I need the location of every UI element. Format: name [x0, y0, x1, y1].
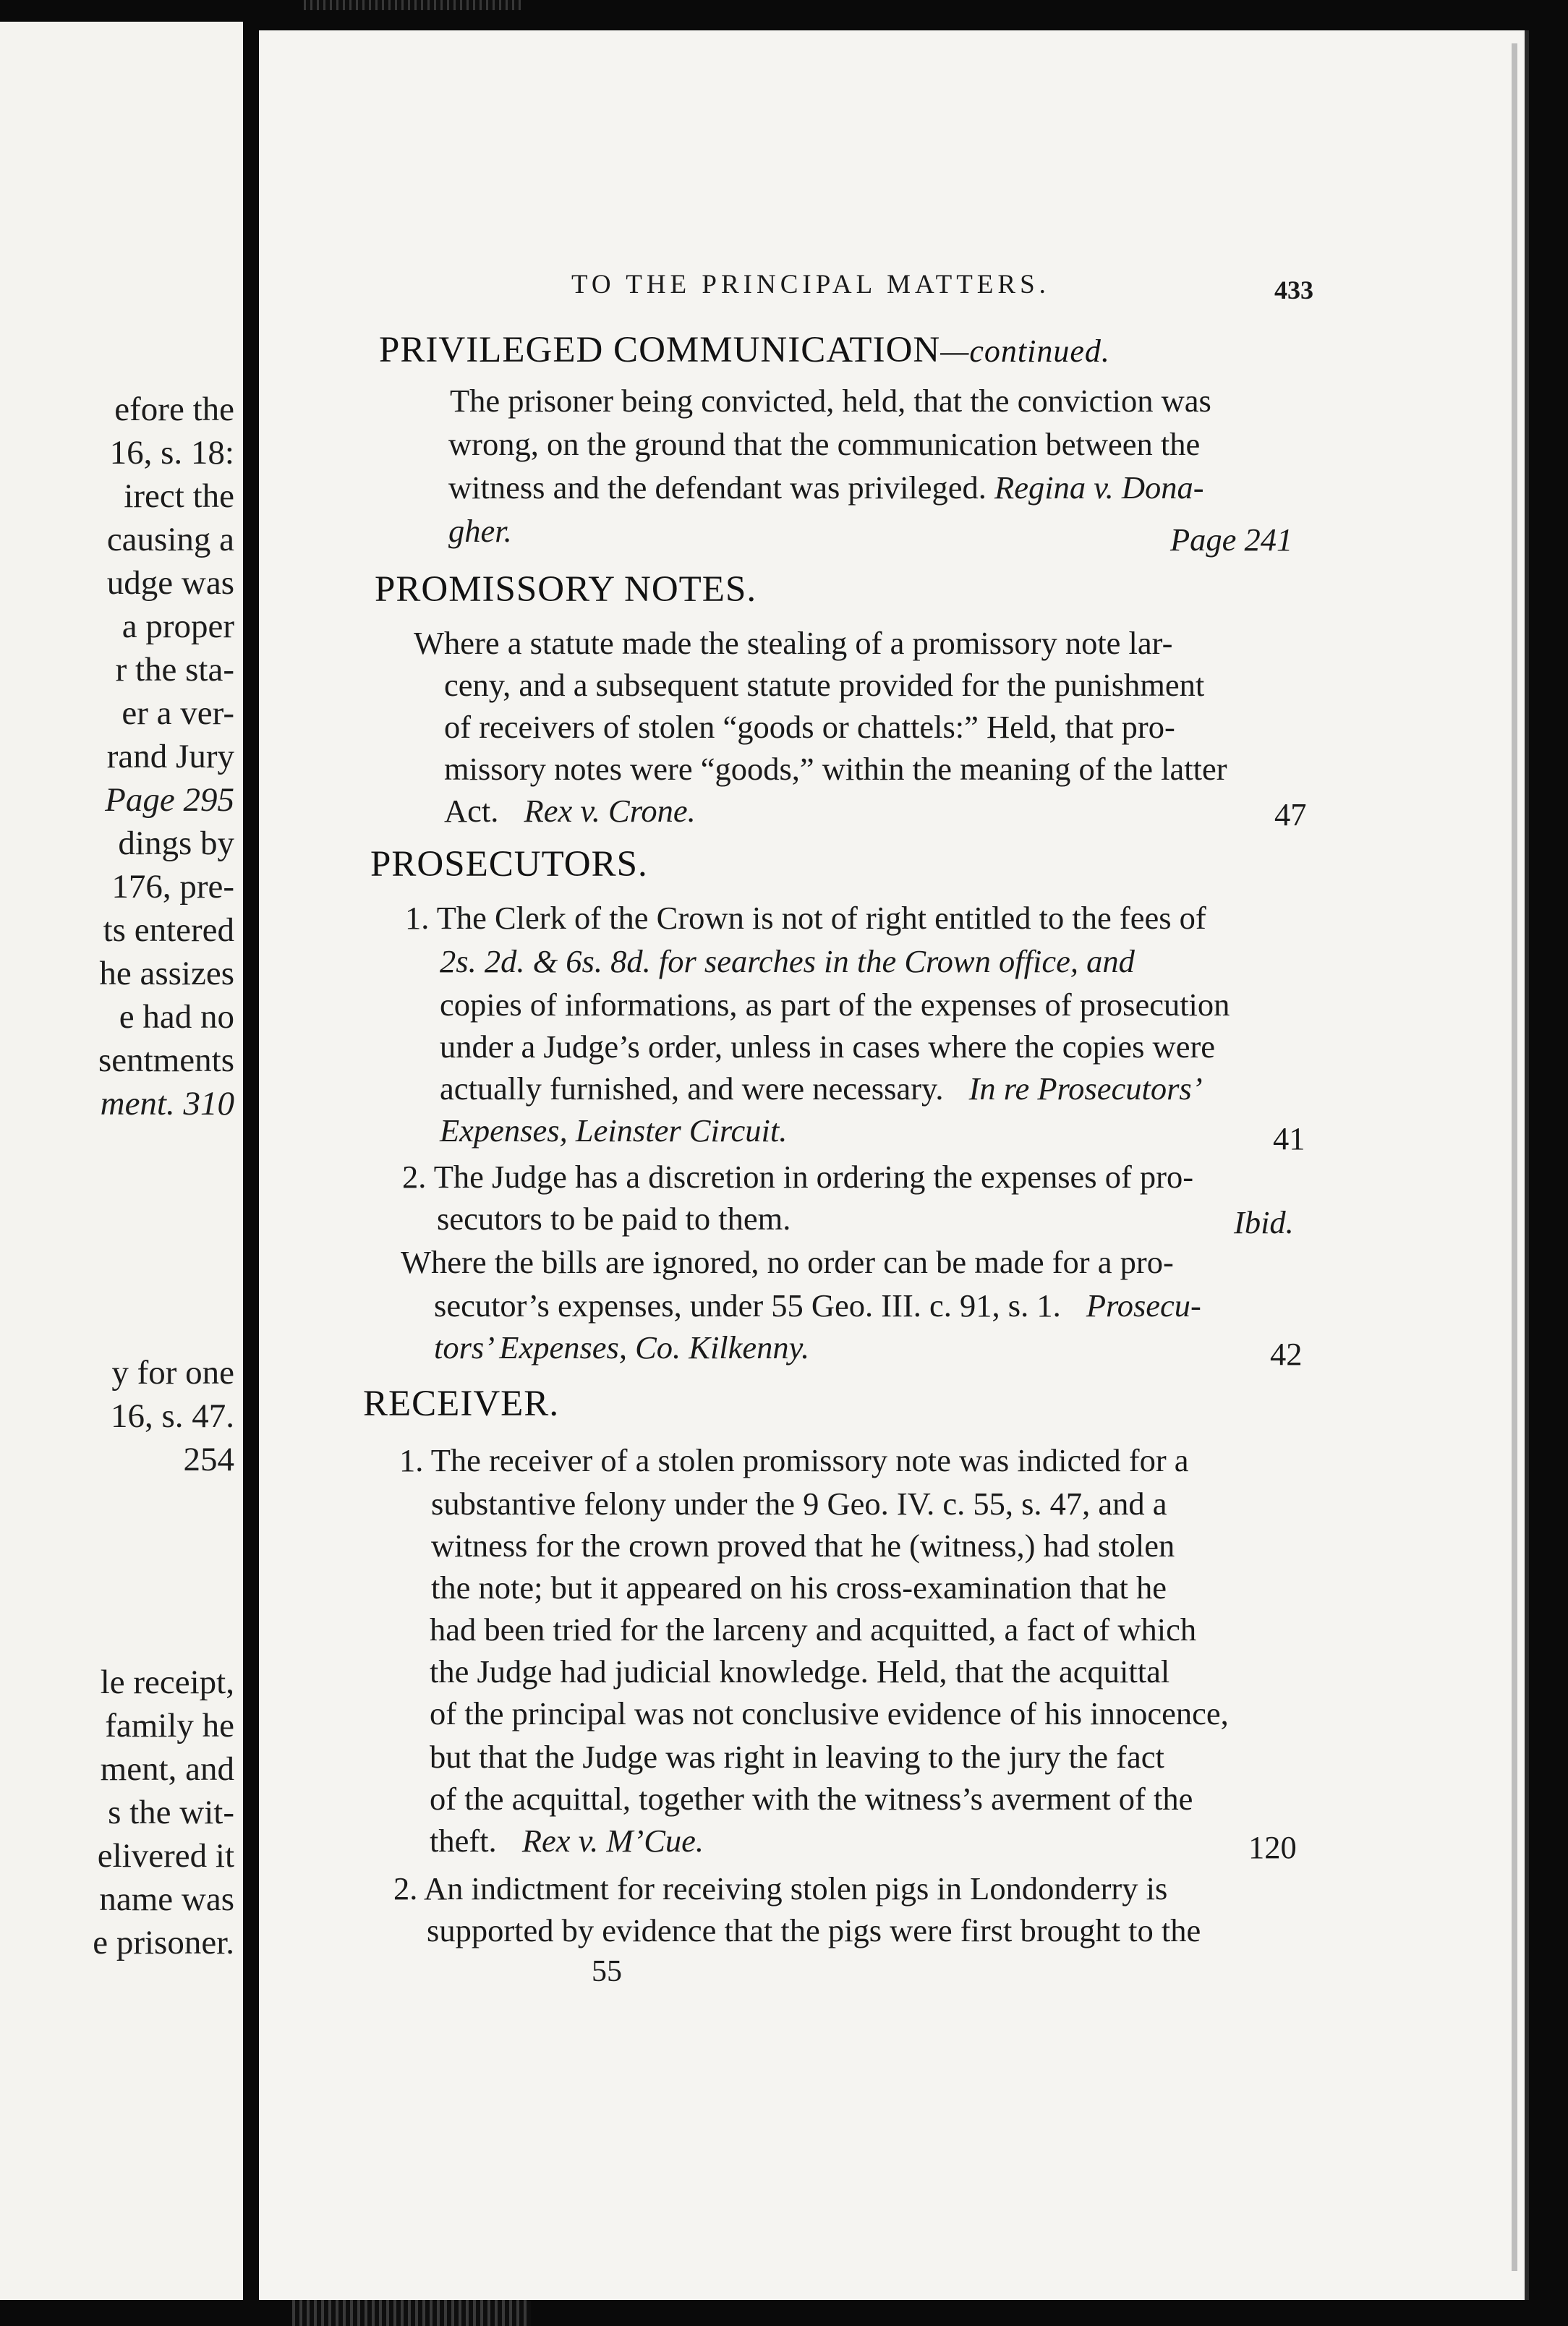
- left-line: irect the: [124, 477, 234, 515]
- text-line: [434, 1326, 809, 1368]
- text-line: of receivers of stolen “goods or chattels:” Held, that pro-: [444, 709, 1175, 745]
- case-citation: tors’ Expenses, Co. Kilkenny.: [434, 1329, 810, 1366]
- text-span: witness and the defendant was privileged.: [448, 469, 987, 506]
- scan-artifact-top: [304, 0, 521, 10]
- text-line: The prisoner being convicted, held, that the conviction was: [450, 383, 1211, 419]
- left-line: r the sta-: [115, 651, 234, 689]
- heading-suffix: —continued.: [940, 333, 1110, 369]
- left-line: causing a: [106, 521, 234, 558]
- left-line: a proper: [122, 608, 234, 645]
- text-line: [440, 1068, 1203, 1109]
- left-facing-page: [0, 22, 243, 2300]
- text-line: 1. The receiver of a stolen promissory note was indicted for a: [399, 1442, 1189, 1478]
- running-head: TO THE PRINCIPAL MATTERS.: [571, 270, 1050, 299]
- left-line: ment. 310: [100, 1085, 234, 1122]
- text-line: copies of informations, as part of the expenses of prosecution: [440, 987, 1230, 1023]
- left-line: e prisoner.: [93, 1924, 234, 1961]
- case-citation: Prosecu-: [1086, 1287, 1201, 1324]
- case-citation: gher.: [448, 513, 512, 549]
- left-line: efore the: [114, 391, 234, 428]
- case-citation: Rex v. M’Cue.: [521, 1823, 704, 1859]
- left-line: sentments: [98, 1041, 234, 1079]
- text-line: 1. The Clerk of the Crown is not of right entitled to the fees of: [405, 900, 1206, 936]
- page-ref-text: Page 241: [1170, 521, 1293, 558]
- left-line: ment, and: [100, 1750, 234, 1788]
- case-citation: In re Prosecutors’: [968, 1070, 1203, 1107]
- text-line: had been tried for the larceny and acquitted, a fact of which: [430, 1611, 1197, 1648]
- page-reference: 47: [1274, 796, 1307, 832]
- section-heading-receiver: RECEIVER.: [363, 1384, 560, 1424]
- text-line: the Judge had judicial knowledge. Held, that the acquittal: [430, 1653, 1170, 1690]
- left-line: Page 295: [105, 781, 234, 819]
- text-line: [440, 1109, 787, 1151]
- text-line: supported by evidence that the pigs were first brought to the: [427, 1912, 1201, 1948]
- left-line: elivered it: [97, 1837, 234, 1875]
- left-line: 16, s. 18:: [109, 434, 234, 472]
- page-number: 433: [1274, 276, 1313, 304]
- text-line: Where a statute made the stealing of a promissory note lar-: [414, 625, 1173, 661]
- scan-artifact-bottom: [292, 2300, 531, 2326]
- text-line: missory notes were “goods,” within the meaning of the latter: [444, 751, 1227, 787]
- text-line: secutors to be paid to them.: [437, 1201, 791, 1237]
- left-line: rand Jury: [106, 738, 234, 775]
- left-line: 176, pre-: [111, 868, 234, 906]
- case-citation: Rex v. Crone.: [524, 793, 696, 829]
- page-edge: [1512, 43, 1517, 2271]
- page-ref-text: Ibid.: [1234, 1204, 1294, 1240]
- text-line: but that the Judge was right in leaving to the jury the fact: [430, 1739, 1164, 1775]
- left-line: dings by: [118, 825, 234, 862]
- left-line: s the wit-: [108, 1794, 234, 1831]
- left-line: family he: [105, 1707, 234, 1744]
- left-line: le receipt,: [100, 1663, 234, 1701]
- signature-mark: 55: [592, 1955, 622, 1988]
- left-line: name was: [99, 1880, 234, 1918]
- text-line: [448, 510, 512, 552]
- page-reference: [1170, 521, 1292, 558]
- text-line: substantive felony under the 9 Geo. IV. c. 55, s. 47, and a: [431, 1486, 1167, 1522]
- text-span: actually furnished, and were necessary.: [440, 1070, 944, 1107]
- text-line: [430, 1820, 704, 1862]
- left-line: e had no: [119, 998, 234, 1036]
- section-heading-prosecutors: PROSECUTORS.: [370, 844, 648, 885]
- text-line: [434, 1285, 1201, 1326]
- text-line: 2s. 2d. & 6s. 8d. for searches in the Crown office, and: [440, 943, 1135, 979]
- text-line: of the acquittal, together with the witness’s averment of the: [430, 1781, 1193, 1817]
- left-line: y for one: [111, 1354, 234, 1392]
- page-reference: [1234, 1204, 1294, 1241]
- left-line: 16, s. 47.: [110, 1397, 234, 1435]
- left-line: udge was: [106, 564, 234, 602]
- text-line: [448, 467, 1204, 508]
- heading-text: PRIVILEGED COMMUNICATION: [379, 330, 941, 370]
- text-span: theft.: [430, 1823, 497, 1859]
- text-line: witness for the crown proved that he (witness,) had stolen: [431, 1528, 1175, 1564]
- case-citation: Expenses, Leinster Circuit.: [440, 1112, 788, 1149]
- section-heading-promissory-notes: PROMISSORY NOTES.: [375, 569, 757, 610]
- page-reference: 42: [1270, 1336, 1303, 1372]
- page-reference: 120: [1248, 1829, 1297, 1865]
- left-line: er a ver-: [122, 694, 234, 732]
- text-line: of the principal was not conclusive evidence of his innocence,: [430, 1695, 1229, 1731]
- text-line: ceny, and a subsequent statute provided for the punishment: [444, 667, 1205, 703]
- text-line: Where the bills are ignored, no order can be made for a pro-: [401, 1244, 1174, 1280]
- case-citation: Regina v. Dona-: [994, 469, 1204, 506]
- left-line: 254: [183, 1441, 234, 1478]
- text-line: [444, 790, 696, 832]
- text-line: the note; but it appeared on his cross-examination that he: [431, 1569, 1167, 1606]
- section-heading-privileged-communication: [379, 329, 1110, 371]
- text-line: 2. The Judge has a discretion in ordering the expenses of pro-: [402, 1159, 1194, 1195]
- left-line: he assizes: [99, 955, 234, 992]
- text-span: secutor’s expenses, under 55 Geo. III. c. 91, s. 1.: [434, 1287, 1061, 1324]
- text-span: Act.: [444, 793, 499, 829]
- text-line: wrong, on the ground that the communication between the: [448, 426, 1201, 462]
- left-line: ts entered: [103, 911, 234, 949]
- page-reference: 41: [1273, 1120, 1305, 1156]
- text-line: under a Judge’s order, unless in cases where the copies were: [440, 1028, 1216, 1065]
- text-line: 2. An indictment for receiving stolen pigs in Londonderry is: [393, 1870, 1168, 1907]
